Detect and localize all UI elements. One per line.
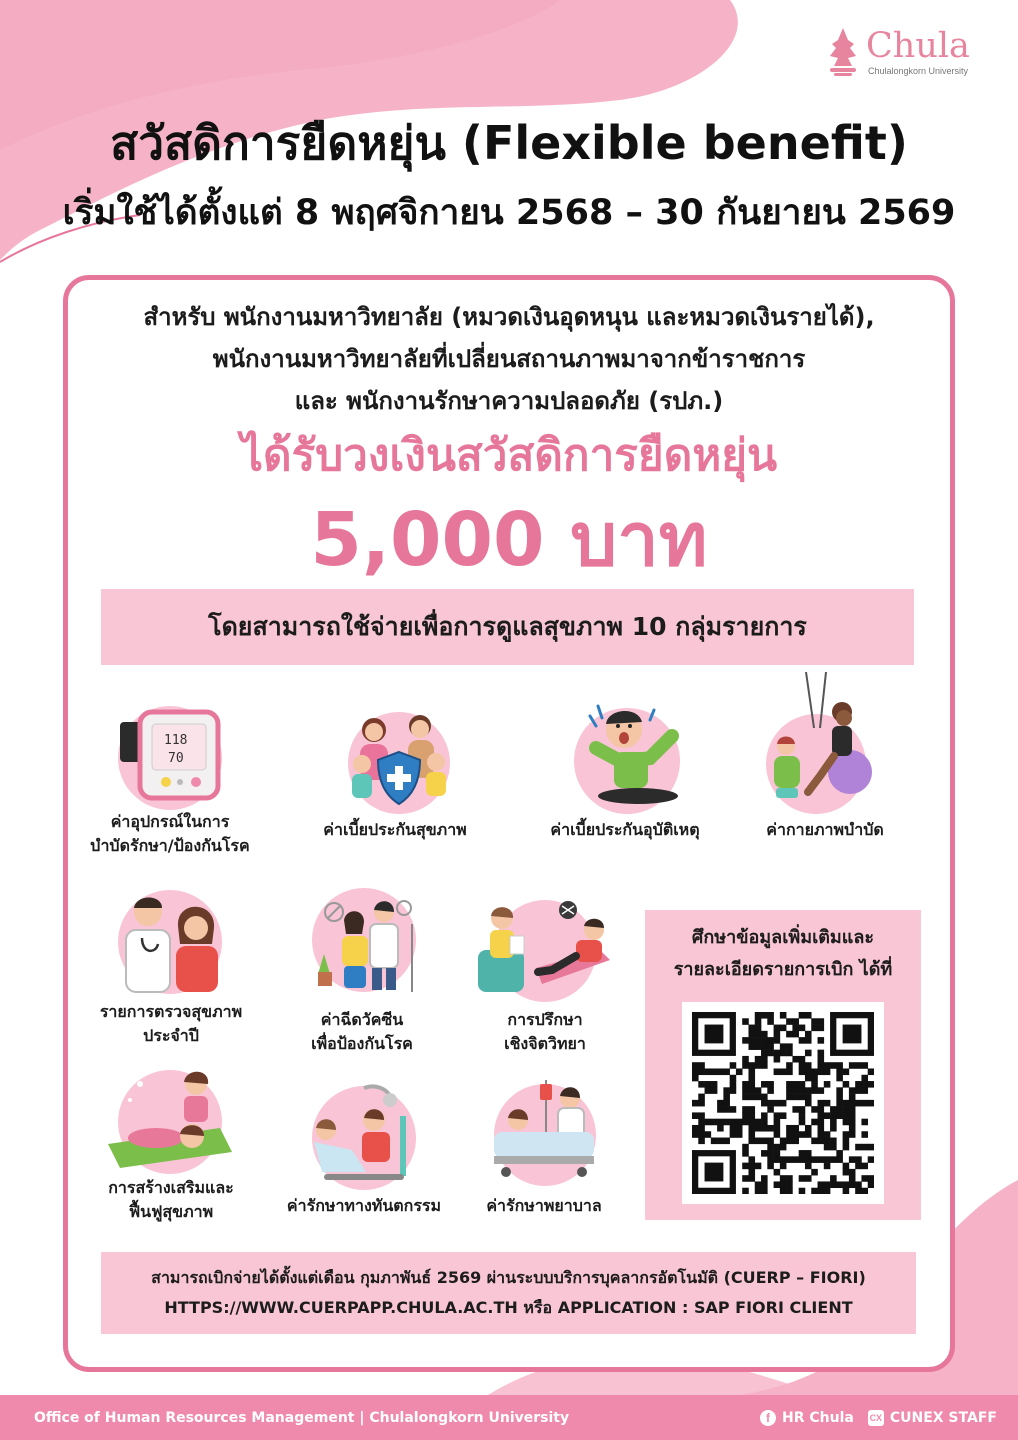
category-caption — [272, 1194, 456, 1218]
footer-social — [760, 1408, 997, 1428]
page-subtitle-dates: เริ่มใช้ได้ตั้งแต่ 8 พฤศจิกายน 2568 – 30 กันยายน 2569 — [62, 193, 956, 233]
eligibility-line: พนักงานมหาวิทยาลัยที่เปลี่ยนสถานภาพมาจากข้าราชการ — [212, 345, 806, 373]
qr-caption — [645, 922, 921, 986]
caption-line: บำบัดรักษา/ป้องกันโรค — [90, 836, 250, 855]
footer-org: Office of Human Resources Management | Chulalongkorn University — [34, 1410, 570, 1426]
blood-pressure-monitor-icon — [118, 706, 228, 810]
caption-line: การสร้างเสริมและ — [108, 1178, 234, 1197]
qr-caption-line: รายละเอียดรายการเบิก ได้ที่ — [673, 959, 893, 980]
physiotherapy-icon — [760, 672, 876, 814]
caption-line: ค่าเบี้ยประกันอุบัติเหตุ — [550, 820, 700, 839]
facebook-page[interactable]: HR Chula — [782, 1410, 854, 1426]
categories-banner: โดยสามารถใช้จ่ายเพื่อการดูแลสุขภาพ 10 กลุ่มรายการ — [101, 589, 914, 665]
eligibility-line: และ พนักงานรักษาความปลอดภัย (รปภ.) — [294, 387, 724, 415]
accident-fall-icon — [568, 696, 688, 814]
cunex-app-icon: CX — [868, 1410, 884, 1426]
eligibility-line: สำหรับ พนักงานมหาวิทยาลัย (หมวดเงินอุดหนุน และหมวดเงินรายได้), — [143, 303, 875, 331]
svg-text:118: 118 — [164, 733, 188, 748]
svg-text:70: 70 — [168, 751, 184, 766]
benefit-headline: ได้รับวงเงินสวัสดิการยืดหยุ่น — [240, 430, 778, 481]
qr-code[interactable] — [682, 1002, 884, 1204]
page-title: สวัสดิการยืดหยุ่น (Flexible benefit) — [110, 116, 908, 170]
caption-line: รายการตรวจสุขภาพ — [99, 1002, 243, 1021]
category-caption — [88, 1176, 254, 1224]
category-caption — [300, 818, 490, 842]
eligibility-text — [70, 296, 948, 422]
qr-caption-line: ศึกษาข้อมูลเพิ่มเติมและ — [691, 927, 875, 948]
caption-line: ค่าอุปกรณ์ในการ — [110, 812, 230, 831]
benefit-amount: 5,000 บาท — [310, 497, 708, 583]
family-shield-icon — [340, 708, 458, 816]
vaccine-icon — [304, 884, 426, 998]
logo-subtitle: Chulalongkorn University — [868, 66, 969, 76]
chula-seal-icon — [826, 26, 860, 76]
caption-line: ค่าฉีดวัคซีน — [320, 1010, 404, 1029]
logo-name: Chula — [866, 26, 970, 66]
category-caption — [282, 1008, 442, 1056]
caption-line: ฟื้นฟูสุขภาพ — [128, 1202, 214, 1221]
counseling-icon — [472, 896, 618, 1004]
caption-line: เชิงจิตวิทยา — [504, 1034, 586, 1053]
category-caption — [740, 818, 910, 842]
claim-info-link[interactable]: HTTPS://WWW.CUERPAPP.CHULA.AC.TH หรือ APPLICATION : SAP FIORI CLIENT — [164, 1298, 853, 1317]
claim-info-line: สามารถเบิกจ่ายได้ตั้งแต่เดือน กุมภาพันธ์ 2569 ผ่านระบบบริการบุคลากรอัตโนมัติ (CUERP – FIORI) — [151, 1268, 866, 1287]
massage-icon — [100, 1064, 238, 1174]
caption-line: ค่ารักษาทางทันตกรรม — [286, 1196, 442, 1215]
cunex-app[interactable]: CUNEX STAFF — [889, 1410, 997, 1426]
category-caption — [470, 1008, 620, 1056]
facebook-icon: f — [760, 1410, 776, 1426]
category-caption — [466, 1194, 622, 1218]
dental-care-icon — [304, 1080, 426, 1192]
doctor-checkup-icon — [112, 888, 230, 998]
hospital-bed-icon — [486, 1076, 604, 1190]
caption-line: ค่ากายภาพบำบัด — [766, 820, 884, 839]
chula-logo — [826, 26, 976, 80]
category-caption — [80, 810, 260, 858]
qr-code-icon — [692, 1012, 874, 1194]
caption-line: การปรึกษา — [507, 1010, 583, 1029]
caption-line: ประจำปี — [143, 1026, 199, 1045]
caption-line: ค่ารักษาพยาบาล — [486, 1196, 602, 1215]
category-caption — [88, 1000, 254, 1048]
caption-line: ค่าเบี้ยประกันสุขภาพ — [323, 820, 467, 839]
caption-line: เพื่อป้องกันโรค — [311, 1034, 413, 1053]
category-caption — [530, 818, 720, 842]
claim-info — [101, 1252, 916, 1334]
